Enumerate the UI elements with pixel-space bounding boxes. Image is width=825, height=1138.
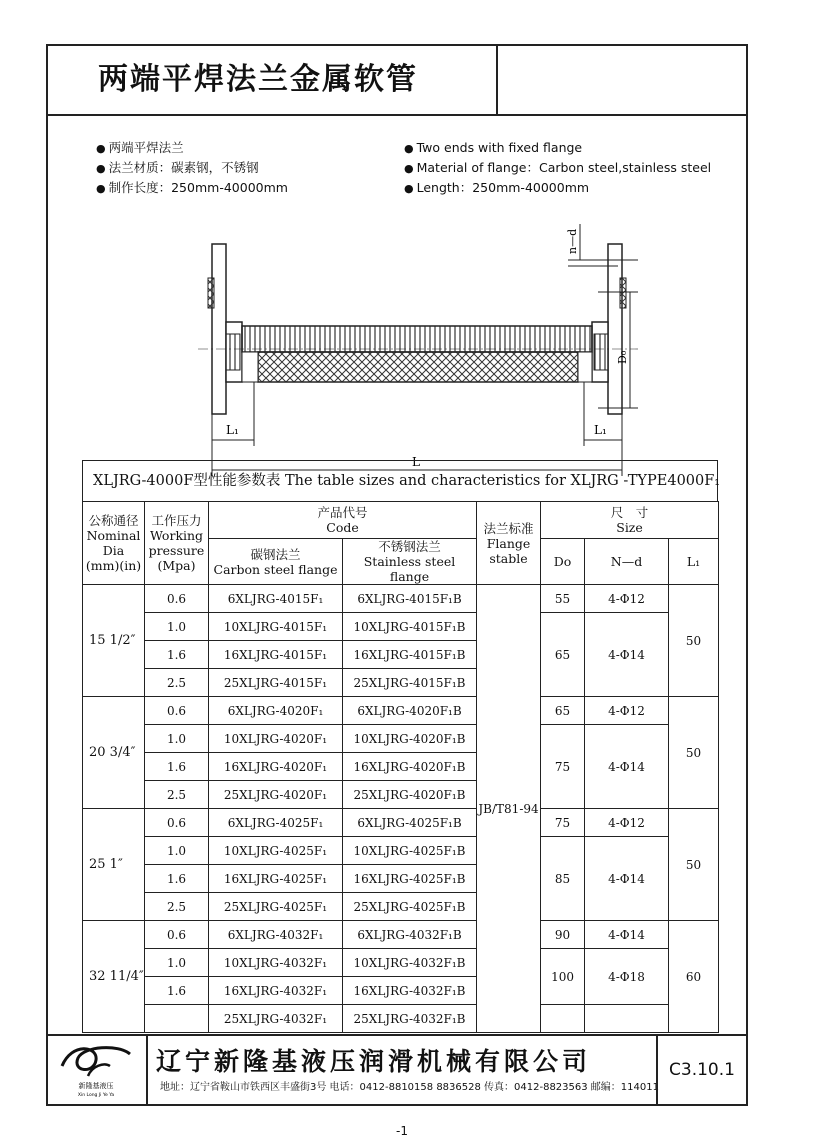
- cell-l1: 50: [669, 697, 719, 809]
- cell-carbon-code: 6XLJRG-4025F₁: [209, 809, 343, 837]
- cell-nd: 4-Φ14: [585, 613, 669, 697]
- header-pressure: 工作压力 Working pressure (Mpa): [145, 502, 209, 585]
- cell-do: 75: [541, 725, 585, 809]
- table-row: [83, 809, 719, 837]
- table-row: [83, 1005, 719, 1033]
- feature-item: ● Two ends with fixed flange: [404, 138, 711, 158]
- cell-pressure: 1.6: [145, 641, 209, 669]
- header-do: Do: [541, 539, 585, 585]
- cell-nominal-dia: 15 1/2″: [83, 585, 145, 697]
- cell-pressure: 2.5: [145, 893, 209, 921]
- table-row: [83, 921, 719, 949]
- header-nominal: 公称通径 Nominal Dia (mm)(in): [83, 502, 145, 585]
- page-title: 两端平焊法兰金属软管: [48, 46, 498, 114]
- cell-stainless-code: 6XLJRG-4025F₁B: [343, 809, 477, 837]
- header-code: 产品代号 Code: [209, 502, 477, 539]
- cell-stainless-code: 10XLJRG-4015F₁B: [343, 613, 477, 641]
- cell-nd: 4-Φ12: [585, 697, 669, 725]
- logo-text: 新隆基液压: [78, 1082, 114, 1090]
- cell-nd: [585, 1005, 669, 1033]
- header-nd: N—d: [585, 539, 669, 585]
- cell-pressure: 1.6: [145, 865, 209, 893]
- features-cn: [96, 138, 288, 198]
- cell-stainless-code: 16XLJRG-4032F₁B: [343, 977, 477, 1005]
- cell-stainless-code: 16XLJRG-4015F₁B: [343, 641, 477, 669]
- header-flange: 法兰标准 Flange stable: [477, 502, 541, 585]
- cell-carbon-code: 16XLJRG-4032F₁: [209, 977, 343, 1005]
- cell-carbon-code: 10XLJRG-4015F₁: [209, 613, 343, 641]
- cell-do: 100: [541, 949, 585, 1005]
- cell-pressure: 0.6: [145, 809, 209, 837]
- cell-carbon-code: 6XLJRG-4020F₁: [209, 697, 343, 725]
- cell-stainless-code: 10XLJRG-4020F₁B: [343, 725, 477, 753]
- header-size: 尺 寸 Size: [541, 502, 719, 539]
- cell-nd: 4-Φ14: [585, 921, 669, 949]
- cell-pressure: 0.6: [145, 697, 209, 725]
- dim-do-label: D₀: [616, 350, 629, 364]
- table-row: [83, 725, 719, 753]
- page-mark: -1: [396, 1124, 408, 1138]
- table-row: [83, 585, 719, 613]
- logo-mark-icon: [48, 1036, 144, 1102]
- cell-pressure: 0.6: [145, 921, 209, 949]
- cell-carbon-code: 16XLJRG-4020F₁: [209, 753, 343, 781]
- header-l1: L₁: [669, 539, 719, 585]
- hose-body: [242, 326, 592, 382]
- company-address: 地址：辽宁省鞍山市铁西区丰盛街3号 电话：0412-8810158 8836528 传真：0412-8823563 邮编：114011: [160, 1082, 659, 1093]
- cell-nd: 4-Φ12: [585, 809, 669, 837]
- hose-drawing: [198, 214, 638, 469]
- cell-do: 65: [541, 697, 585, 725]
- cell-stainless-code: 10XLJRG-4025F₁B: [343, 837, 477, 865]
- header-stainless: 不锈钢法兰 Stainless steel flange: [343, 539, 477, 585]
- cell-pressure: 2.5: [145, 669, 209, 697]
- dim-l1-left-label: L₁: [226, 423, 239, 437]
- cell-stainless-code: 6XLJRG-4032F₁B: [343, 921, 477, 949]
- cell-flange-standard: JB/T81-94: [477, 585, 541, 1033]
- cell-pressure: 1.0: [145, 949, 209, 977]
- cell-l1: 50: [669, 585, 719, 697]
- cell-stainless-code: 25XLJRG-4025F₁B: [343, 893, 477, 921]
- company-name: 辽宁新隆基液压润滑机械有限公司: [156, 1047, 592, 1076]
- cell-pressure: [145, 1005, 209, 1033]
- cell-nd: 4-Φ14: [585, 725, 669, 809]
- cell-stainless-code: 16XLJRG-4025F₁B: [343, 865, 477, 893]
- dim-nd-label: n—d: [566, 228, 579, 254]
- header-carbon: 碳钢法兰 Carbon steel flange: [209, 539, 343, 585]
- cell-do: 65: [541, 613, 585, 697]
- cell-stainless-code: 6XLJRG-4015F₁B: [343, 585, 477, 613]
- cell-nd: 4-Φ18: [585, 949, 669, 1005]
- table-caption: XLJRG-4000F型性能参数表 The table sizes and characteristics for XLJRG -TYPE4000F₁: [82, 460, 718, 501]
- cell-nd: 4-Φ14: [585, 837, 669, 921]
- cell-nominal-dia: 32 11/4″: [83, 921, 145, 1033]
- cell-pressure: 1.6: [145, 977, 209, 1005]
- table-row: [83, 613, 719, 641]
- logo-subtext: Xin Long Ji Ye Ya: [77, 1093, 115, 1098]
- cell-do: 85: [541, 837, 585, 921]
- cell-pressure: 0.6: [145, 585, 209, 613]
- cell-stainless-code: 6XLJRG-4020F₁B: [343, 697, 477, 725]
- cell-pressure: 1.0: [145, 837, 209, 865]
- cell-do: [541, 1005, 585, 1033]
- cell-pressure: 1.0: [145, 725, 209, 753]
- spec-table-body: [83, 585, 719, 1033]
- cell-stainless-code: 10XLJRG-4032F₁B: [343, 949, 477, 977]
- feature-item: ● Length：250mm-40000mm: [404, 178, 711, 198]
- cell-do: 55: [541, 585, 585, 613]
- cell-carbon-code: 16XLJRG-4015F₁: [209, 641, 343, 669]
- cell-carbon-code: 25XLJRG-4020F₁: [209, 781, 343, 809]
- cell-pressure: 1.6: [145, 753, 209, 781]
- spec-table: [82, 501, 719, 1033]
- cell-stainless-code: 25XLJRG-4015F₁B: [343, 669, 477, 697]
- page-frame: [46, 44, 748, 1106]
- features-en: [404, 138, 711, 198]
- cell-stainless-code: 25XLJRG-4020F₁B: [343, 781, 477, 809]
- left-flange: [208, 244, 242, 414]
- cell-l1: 60: [669, 921, 719, 1033]
- company-logo: [48, 1036, 148, 1104]
- cell-carbon-code: 25XLJRG-4015F₁: [209, 669, 343, 697]
- cell-carbon-code: 25XLJRG-4025F₁: [209, 893, 343, 921]
- right-flange: [592, 244, 626, 414]
- cell-stainless-code: 16XLJRG-4020F₁B: [343, 753, 477, 781]
- table-row: [83, 837, 719, 865]
- cell-l1: 50: [669, 809, 719, 921]
- feature-item: ● Material of flange：Carbon steel,stainless steel: [404, 158, 711, 178]
- cell-nominal-dia: 20 3/4″: [83, 697, 145, 809]
- feature-item: ● 两端平焊法兰: [96, 138, 288, 158]
- feature-item: ● 制作长度：250mm-40000mm: [96, 178, 288, 198]
- feature-item: ● 法兰材质：碳素钢，不锈钢: [96, 158, 288, 178]
- table-row: [83, 697, 719, 725]
- cell-do: 75: [541, 809, 585, 837]
- cell-carbon-code: 25XLJRG-4032F₁: [209, 1005, 343, 1033]
- cell-do: 90: [541, 921, 585, 949]
- cell-nd: 4-Φ12: [585, 585, 669, 613]
- cell-carbon-code: 6XLJRG-4032F₁: [209, 921, 343, 949]
- dim-l1-right-label: L₁: [594, 423, 607, 437]
- cell-carbon-code: 6XLJRG-4015F₁: [209, 585, 343, 613]
- cell-pressure: 1.0: [145, 613, 209, 641]
- header: [48, 46, 746, 116]
- cell-nominal-dia: 25 1″: [83, 809, 145, 921]
- page-code: C3.10.1: [656, 1036, 746, 1104]
- table-row: [83, 949, 719, 977]
- cell-stainless-code: 25XLJRG-4032F₁B: [343, 1005, 477, 1033]
- footer: [48, 1034, 746, 1104]
- cell-pressure: 2.5: [145, 781, 209, 809]
- cell-carbon-code: 10XLJRG-4020F₁: [209, 725, 343, 753]
- cell-carbon-code: 10XLJRG-4032F₁: [209, 949, 343, 977]
- dim-l-label: L: [412, 455, 420, 469]
- spec-table-wrapper: [82, 460, 721, 1033]
- cell-carbon-code: 10XLJRG-4025F₁: [209, 837, 343, 865]
- cell-carbon-code: 16XLJRG-4025F₁: [209, 865, 343, 893]
